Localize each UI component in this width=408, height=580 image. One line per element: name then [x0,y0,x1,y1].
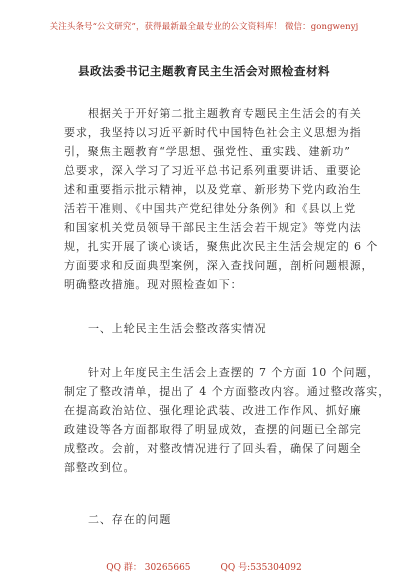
intro-line: 述和重要指示批示精神，以及党章、新形势下党内政治生 [64,183,362,196]
qq-group-number: QQ 群： 30265665 [106,563,191,573]
intro-line: 规，扎实开展了谈心谈话，聚焦此次民主生活会规定的 6 个 [64,240,379,253]
section-1-line: 政建设等各方面都取得了明显成效，查摆的问题已全部完 [64,423,362,436]
intro-line: 要求，我坚持以习近平新时代中国特色社会主义思想为指 [64,126,362,139]
section-1-line: 制定了整改清单，提出了 4 个方面整改内容。通过整改落实， [64,385,391,398]
section-heading-1: 一、上轮民主生活会整改落实情况 [88,322,267,335]
intro-line: 总要求，深入学习了习近平总书记系列重要讲话、重要论 [64,164,362,177]
section-heading-2: 二、存在的问题 [88,513,172,526]
intro-line: 和国家机关党员领导干部民主生活会若干规定》等党内法 [64,221,362,234]
header-promo-note: 关注头条号“公文研究”，获得最新最全最专业的公文资料库！ 微信：gongwenyj [49,22,359,32]
document-title: 县政法委书记主题教育民主生活会对照检查材料 [78,64,330,78]
intro-line: 引，聚焦主题教育“学思想、强党性、重实践、建新功” [64,145,351,158]
section-1-line: 针对上年度民主生活会上查摆的 7 个方面 10 个问题， [88,366,380,379]
intro-line: 活若干准则、《中国共产党纪律处分条例》和《县以上党 [64,202,356,215]
section-1-line: 成整改。会前，对整改情况进行了回头看，确保了问题全 [64,442,362,455]
qq-number: QQ 号:535304092 [220,563,302,573]
section-1-line: 部整改到位。 [64,461,136,474]
section-1-line: 在提高政治站位、强化理论武装、改进工作作风、抓好廉 [64,404,362,417]
intro-line: 明确整改措施。现对照检查如下： [64,278,243,291]
intro-line: 根据关于开好第二批主题教育专题民主生活会的有关 [88,107,362,120]
intro-line: 方面要求和反面典型案例，深入查找问题，剖析问题根源， [64,259,374,272]
footer-contacts [0,560,408,573]
